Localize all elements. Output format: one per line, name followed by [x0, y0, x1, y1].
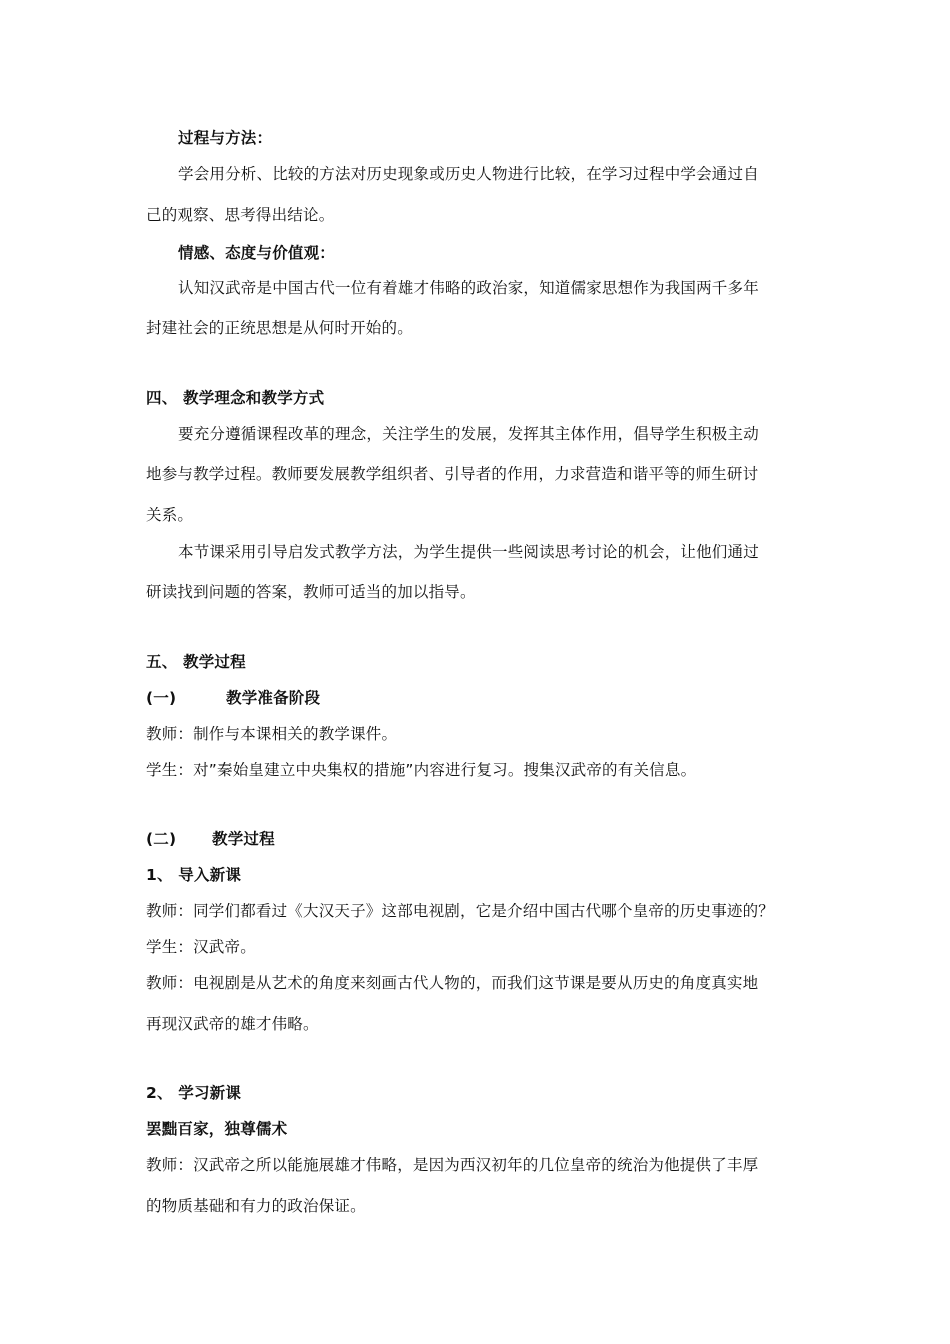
- paragraph-line: 教师：制作与本课相关的教学课件。: [146, 725, 398, 743]
- section-heading-5: 五、 教学过程: [146, 653, 246, 671]
- paragraph-line: 再现汉武帝的雄才伟略。: [146, 1015, 319, 1033]
- subsection-number: (二): [146, 830, 177, 848]
- paragraph-line: 封建社会的正统思想是从何时开始的。: [146, 319, 413, 337]
- paragraph-line: 认知汉武帝是中国古代一位有着雄才伟略的政治家，知道儒家思想作为我国两千多年: [178, 279, 759, 297]
- paragraph-line: 教师：汉武帝之所以能施展雄才伟略，是因为西汉初年的几位皇帝的统治为他提供了丰厚: [146, 1156, 759, 1174]
- subsection-number: (一): [146, 689, 177, 707]
- paragraph-line: 教师：电视剧是从艺术的角度来刻画古代人物的，而我们这节课是要从历史的角度真实地: [146, 974, 759, 992]
- paragraph-line: 要充分遵循课程改革的理念，关注学生的发展，发挥其主体作用，倡导学生积极主动: [178, 425, 759, 443]
- paragraph-line: 研读找到问题的答案，教师可适当的加以指导。: [146, 583, 476, 601]
- paragraph-line: 教师：同学们都看过《大汉天子》这部电视剧，它是介绍中国古代哪个皇帝的历史事迹的？: [146, 902, 775, 920]
- paragraph-line: 的物质基础和有力的政治保证。: [146, 1197, 366, 1215]
- subsection-title: 教学过程: [212, 830, 275, 848]
- paragraph-line: 地参与教学过程。教师要发展教学组织者、引导者的作用，力求营造和谐平等的师生研讨: [146, 465, 759, 483]
- item-heading-2: 2、 学习新课: [146, 1084, 242, 1102]
- paragraph-line: 学生：对”秦始皇建立中央集权的措施”内容进行复习。搜集汉武帝的有关信息。: [146, 761, 697, 779]
- paragraph-line: 关系。: [146, 506, 194, 524]
- heading-process-methods: 过程与方法：: [178, 129, 273, 147]
- paragraph-line: 学生：汉武帝。: [146, 938, 256, 956]
- subsection-heading-2: [146, 829, 275, 849]
- paragraph-line: 己的观察、思考得出结论。: [146, 206, 335, 224]
- heading-emotion-values: 情感、态度与价值观：: [178, 244, 336, 262]
- item-heading-1: 1、 导入新课: [146, 866, 242, 884]
- subsection-heading-1: [146, 688, 320, 708]
- paragraph-line: 本节课采用引导启发式教学方法，为学生提供一些阅读思考讨论的机会，让他们通过: [178, 543, 759, 561]
- paragraph-line: 学会用分析、比较的方法对历史现象或历史人物进行比较，在学习过程中学会通过自: [178, 165, 759, 183]
- subsection-title: 教学准备阶段: [226, 689, 321, 707]
- topic-heading: 罢黜百家，独尊儒术: [146, 1120, 288, 1138]
- section-heading-4: 四、 教学理念和教学方式: [146, 389, 325, 407]
